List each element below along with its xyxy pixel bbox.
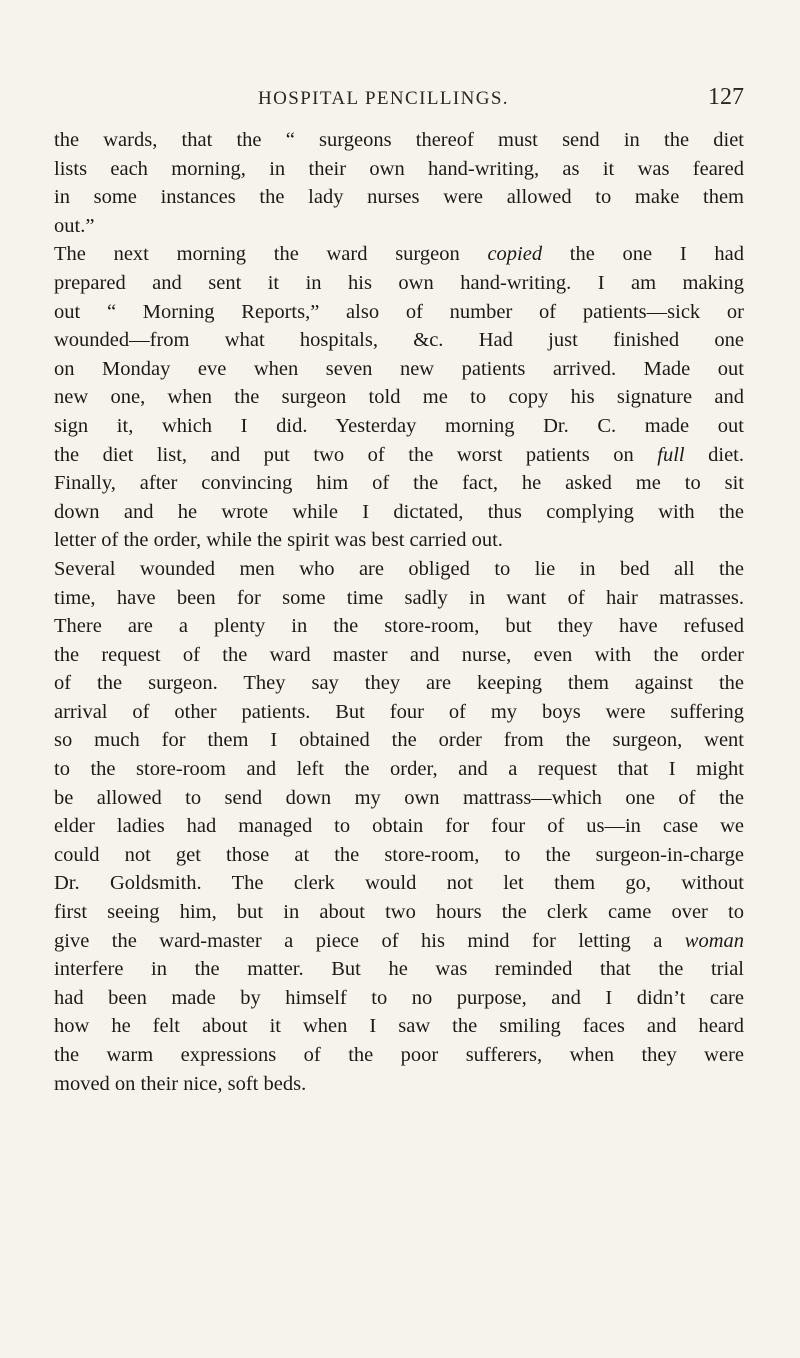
text-segment: the one I had [542,243,744,266]
text-segment: so much for them I obtained the order from the surgeon, went [54,729,744,752]
text-line [54,269,744,298]
text-segment: out.” [54,214,95,237]
text-segment: moved on their nice, soft beds. [54,1072,307,1095]
text-line [54,498,744,527]
text-line [54,955,744,984]
italic-emphasis: full [657,443,685,466]
text-segment: lists each morning, in their own hand-writing, as it was feared [54,157,744,180]
italic-emphasis: woman [684,929,744,952]
text-line [54,441,744,470]
text-line [54,355,744,384]
text-line [54,1012,744,1041]
text-segment: time, have been for some time sadly in want of hair matrasses. [54,586,744,609]
text-segment: diet. [684,443,744,466]
text-line [54,212,744,241]
text-segment: how he felt about it when I saw the smiling faces and heard [54,1015,744,1038]
text-line [54,641,744,670]
text-segment: arrival of other patients. But four of my boys were suffering [54,700,744,723]
text-line [54,412,744,441]
text-line [54,784,744,813]
text-segment: new one, when the surgeon told me to copy his signature and [54,386,744,409]
text-segment: could not get those at the store-room, to the surgeon-in-charge [54,843,744,866]
body-text [54,126,744,1098]
text-segment: wounded—from what hospitals, &c. Had just finished one [54,329,744,352]
text-line [54,326,744,355]
text-line [54,612,744,641]
text-line [54,984,744,1013]
text-segment: The next morning the ward surgeon [54,243,488,266]
text-segment: had been made by himself to no purpose, and I didn’t care [54,986,744,1009]
italic-emphasis: copied [487,243,543,266]
text-line [54,726,744,755]
text-line [54,298,744,327]
text-segment: to the store-room and left the order, and a request that I might [54,758,744,781]
text-segment: down and he wrote while I dictated, thus complying with the [54,500,744,523]
text-segment: be allowed to send down my own mattrass—which one of the [54,786,744,809]
text-segment: elder ladies had managed to obtain for four of us—in case we [54,815,744,838]
text-segment: of the surgeon. They say they are keeping them against the [54,672,744,695]
running-title: HOSPITAL PENCILLINGS. [258,88,509,109]
text-segment: give the ward-master a piece of his mind for letting a [54,929,685,952]
text-segment: Dr. Goldsmith. The clerk would not let them go, without [54,872,744,895]
text-segment: interfere in the matter. But he was reminded that the trial [54,958,744,981]
text-line [54,183,744,212]
text-segment: out “ Morning Reports,” also of number of patients—sick or [54,300,744,323]
text-segment: the diet list, and put two of the worst patients on [54,443,658,466]
text-segment: prepared and sent it in his own hand-writing. I am making [54,271,744,294]
text-line [54,669,744,698]
text-segment: Finally, after convincing him of the fact, he asked me to sit [54,472,744,495]
text-segment: Several wounded men who are obliged to lie in bed all the [54,557,744,580]
text-segment: sign it, which I did. Yesterday morning Dr. C. made out [54,414,744,437]
text-line [54,126,744,155]
text-line [54,155,744,184]
text-line [54,755,744,784]
text-line [54,927,744,956]
text-segment: letter of the order, while the spirit was best carried out. [54,529,503,552]
text-line [54,383,744,412]
text-line [54,812,744,841]
text-segment: the warm expressions of the poor sufferers, when they were [54,1044,744,1066]
text-segment: the wards, that the “ surgeons thereof must send in the diet [54,129,744,151]
text-line [54,555,744,584]
text-line [54,841,744,870]
text-line [54,698,744,727]
text-segment: There are a plenty in the store-room, but they have refused [54,615,744,638]
text-line [54,526,744,555]
text-line [54,869,744,898]
text-segment: the request of the ward master and nurse, even with the order [54,643,744,666]
text-line [54,1041,744,1070]
text-line [54,898,744,927]
text-segment: in some instances the lady nurses were allowed to make them [54,186,744,209]
page-number: 127 [708,84,744,110]
text-line [54,584,744,613]
text-segment: first seeing him, but in about two hours the clerk came over to [54,901,744,924]
text-segment: on Monday eve when seven new patients arrived. Made out [54,357,744,380]
text-line [54,240,744,269]
text-line [54,1070,744,1099]
text-line [54,469,744,498]
